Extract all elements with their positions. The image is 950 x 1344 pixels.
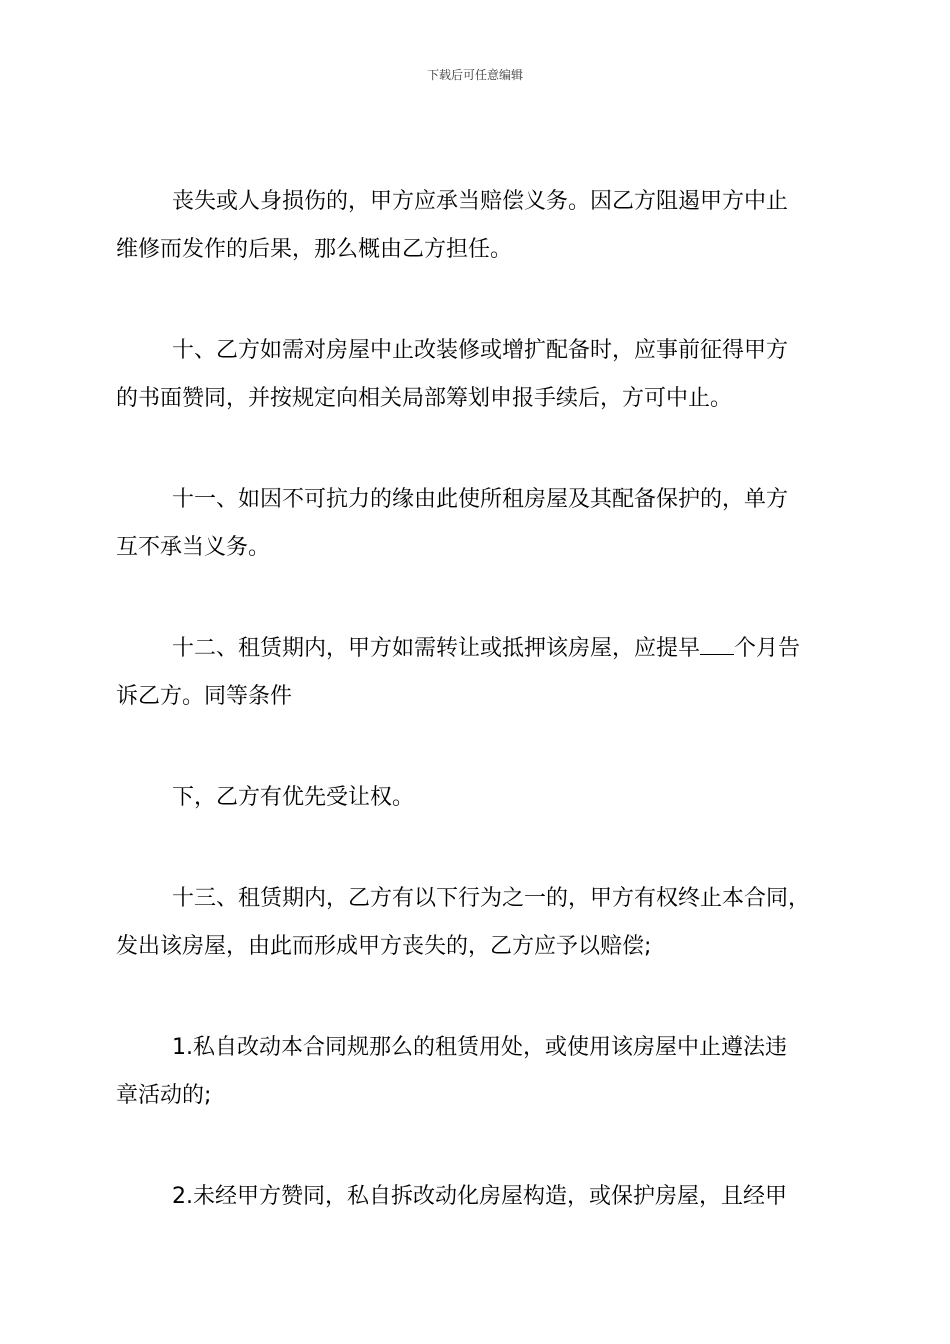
paragraph-line: 的书面赞同，并按规定向相关局部筹划申报手续后，方可中止。: [116, 386, 733, 411]
paragraph-line: 个月告: [734, 636, 801, 661]
paragraph-line: 互不承当义务。: [116, 535, 271, 560]
paragraph-clause-12: [116, 625, 814, 721]
fill-in-blank: [700, 636, 734, 655]
paragraph-line: 2.未经甲方赞同，私自拆改动化房屋构造，或保护房屋，且经甲: [172, 1184, 787, 1209]
page-header: 下载后可任意编辑: [426, 68, 523, 82]
paragraph-line: 章活动的;: [116, 1083, 212, 1108]
paragraph-item-2: [144, 1173, 814, 1221]
paragraph-1: [116, 178, 814, 274]
paragraph-line: 丧失或人身损伤的，甲方应承当赔偿义务。因乙方阻遏甲方中止: [172, 189, 789, 214]
paragraph-clause-12-cont: [144, 774, 814, 822]
paragraph-line: 十二、租赁期内，甲方如需转让或抵押该房屋，应提早: [172, 636, 701, 661]
paragraph-line: 诉乙方。同等条件: [116, 684, 293, 709]
paragraph-line: 十三、租赁期内，乙方有以下行为之一的，甲方有权终止本合同，: [172, 886, 811, 911]
paragraph-line: 十一、如因不可抗力的缘由此使所租房屋及其配备保护的，单方: [172, 487, 789, 512]
paragraph-clause-11: [116, 476, 814, 572]
paragraph-clause-10: [116, 327, 814, 423]
paragraph-clause-13: [116, 875, 814, 971]
paragraph-line: 十、乙方如需对房屋中止改装修或增扩配备时，应事前征得甲方: [172, 338, 789, 363]
document-body: [116, 178, 814, 1221]
paragraph-line: 发出该房屋，由此而形成甲方丧失的，乙方应予以赔偿;: [116, 934, 652, 959]
paragraph-item-1: [116, 1024, 814, 1120]
paragraph-line: 1.私自改动本合同规那么的租赁用处，或使用该房屋中止遵法违: [172, 1035, 787, 1060]
paragraph-line: 下，乙方有优先受让权。: [172, 785, 415, 810]
paragraph-line: 维修而发作的后果，那么概由乙方担任。: [116, 237, 513, 262]
